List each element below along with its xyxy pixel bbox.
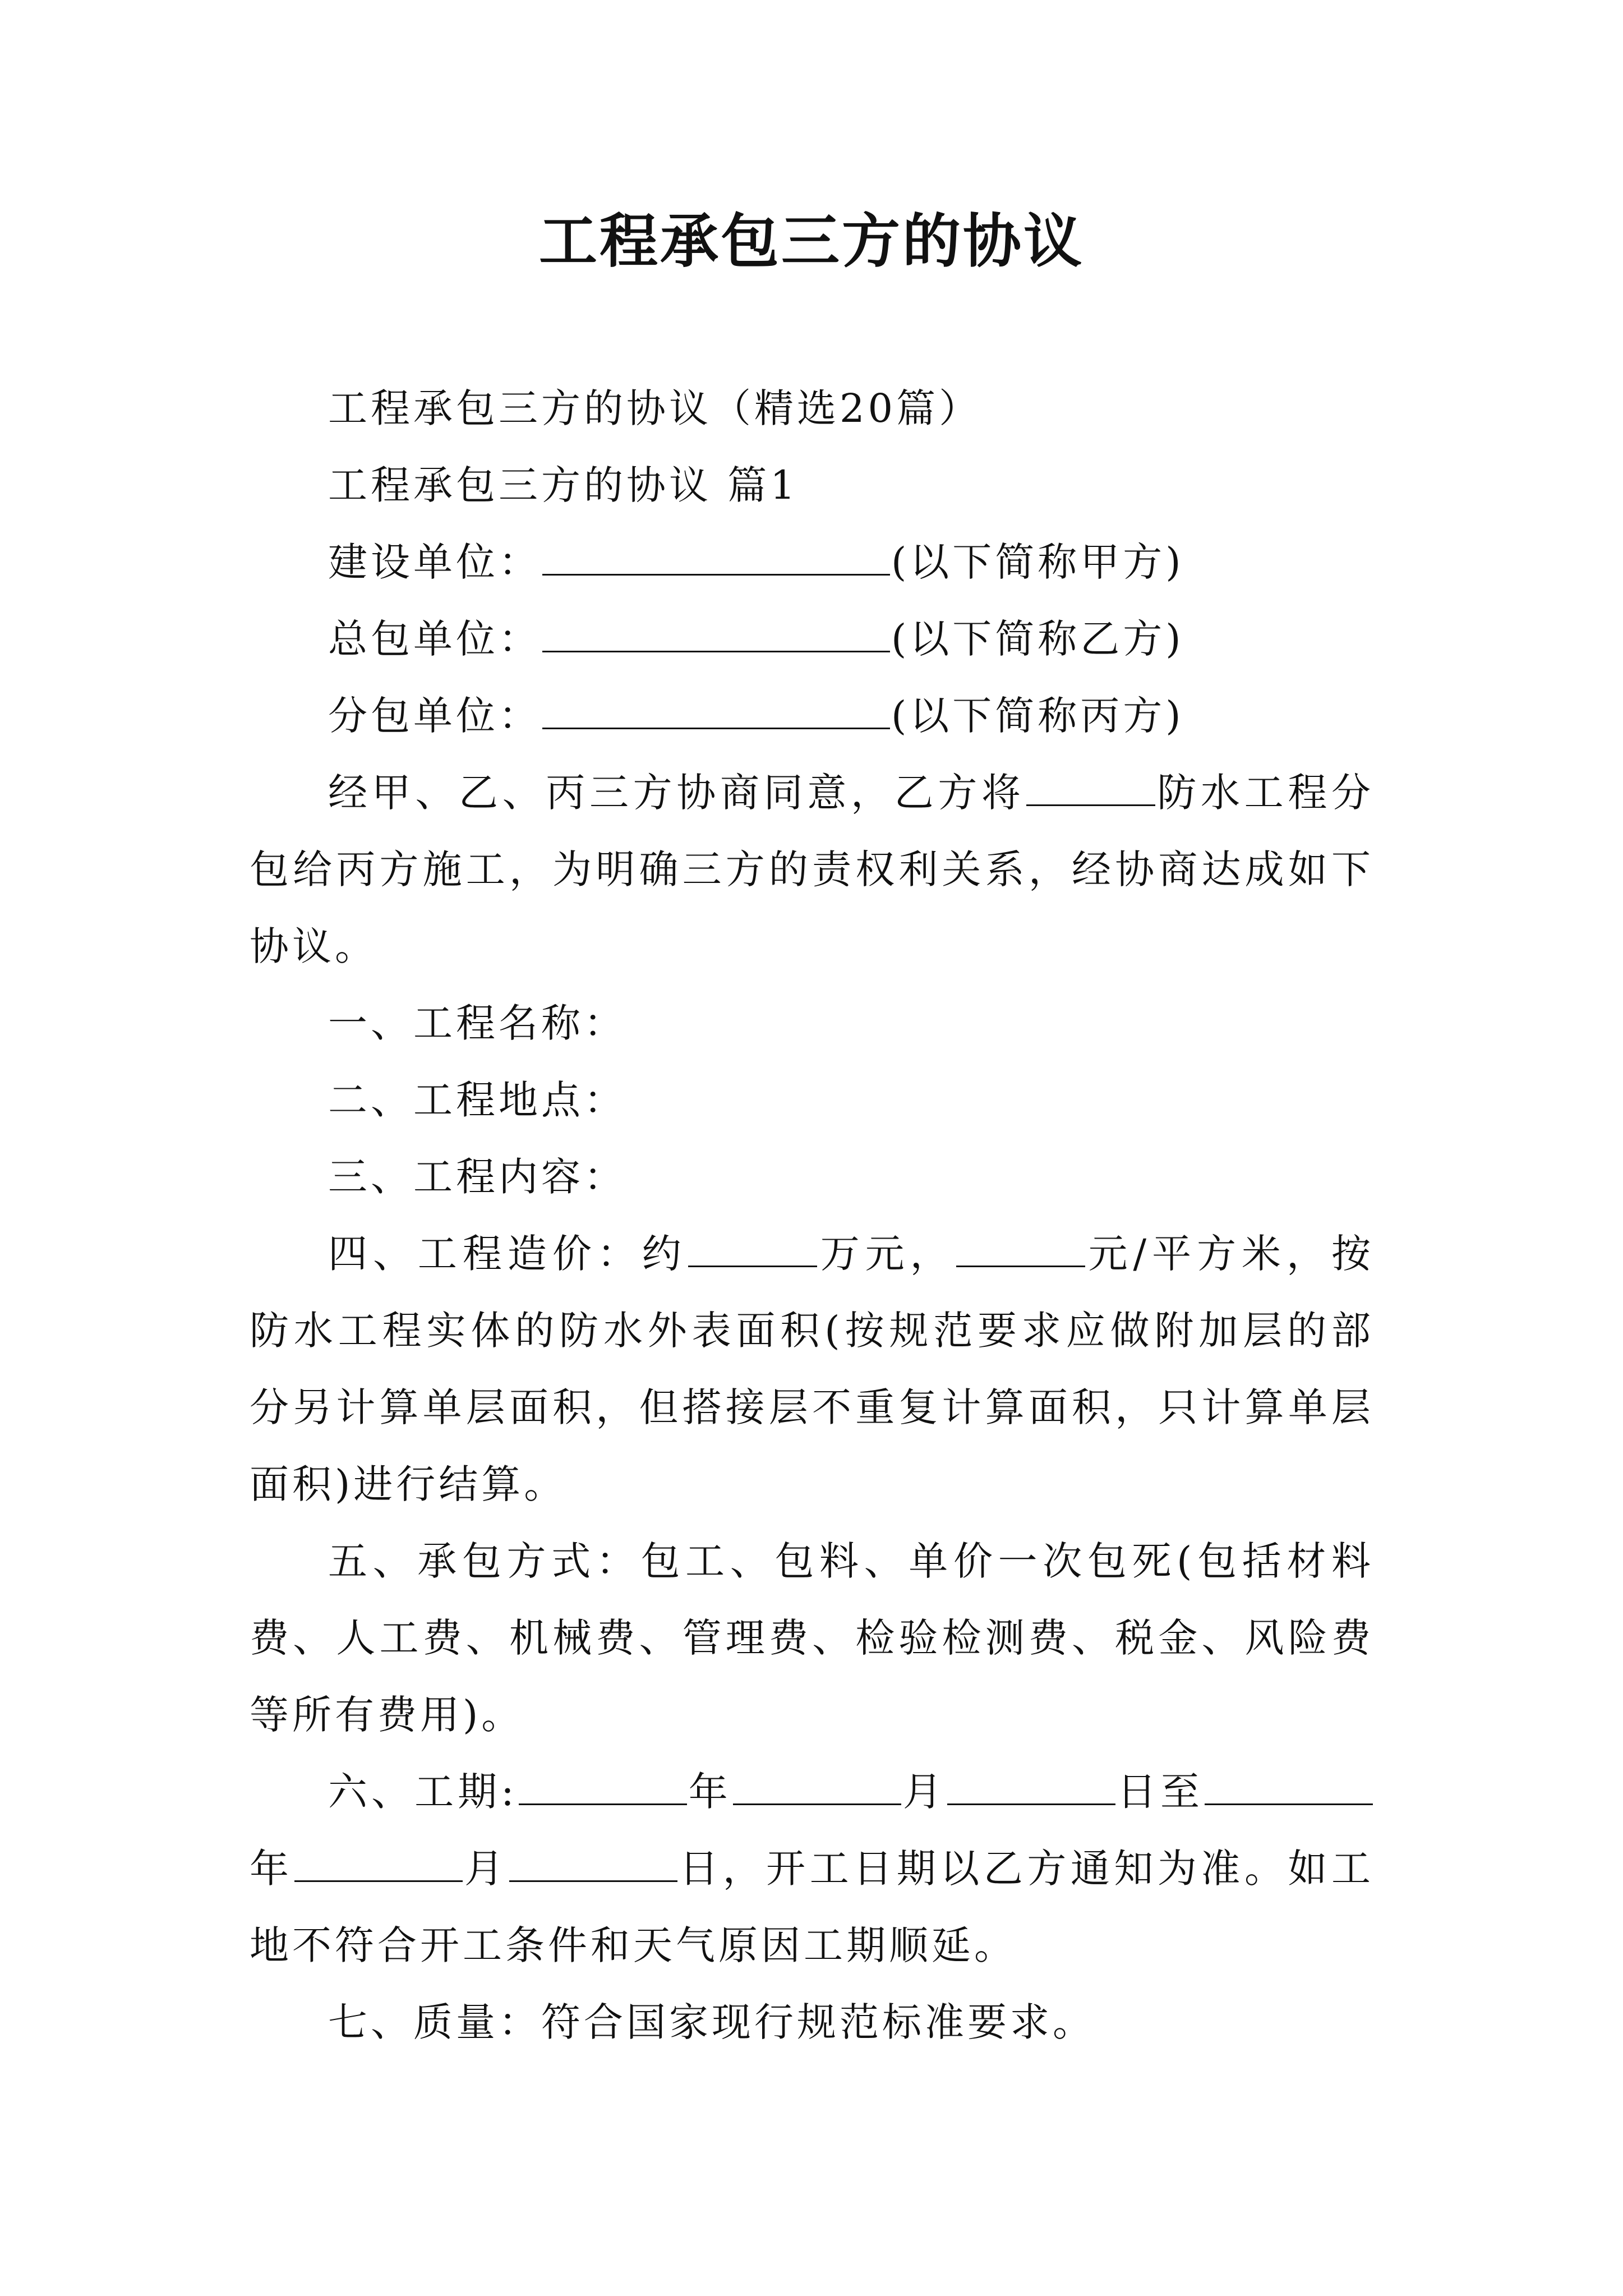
item-contract-method: 五、承包方式：包工、包料、单价一次包死(包括材料费、人工费、机械费、管理费、检验检测费、税金、风险费等所有费用)。 [250,1538,1374,1738]
party-c-line [250,678,1374,754]
party-b-label: 总包单位： [328,616,541,662]
end-year-blank [1205,1764,1373,1805]
schedule-month2-label: 月 [463,1846,508,1892]
schedule-month-label: 月 [902,1769,946,1815]
party-c-suffix: (以下简称丙方) [891,693,1184,739]
document-body [250,370,1374,2061]
party-a-label: 建设单位： [328,539,541,585]
party-a-line [250,524,1374,601]
start-day-blank [947,1764,1115,1805]
party-c-blank [542,688,890,729]
cost-total-blank [688,1226,817,1267]
item-quality: 七、质量：符合国家现行规范标准要求。 [328,1999,1095,2045]
cost-suffix: 元/平方米，按防水工程实体的防水外表面积(按规范要求应做附加层的部分另计算单层面积，但搭接层不重复计算面积，只计算单层面积)进行结算。 [250,1231,1374,1507]
item-schedule [250,1754,1374,1984]
cost-unit-blank [956,1226,1085,1267]
end-day-blank [509,1841,677,1882]
end-month-blank [294,1841,463,1882]
cost-prefix: 四、工程造价：约 [328,1231,687,1277]
document-title: 工程承包三方的协议 [538,206,1084,275]
start-year-blank [519,1764,687,1805]
schedule-year2-label: 年 [250,1846,293,1892]
intro-suffix: 防水工程分包给丙方施工，为明确三方的责权利关系，经协商达成如下协议。 [250,770,1375,969]
schedule-day-to-label: 日至 [1116,1769,1204,1815]
item-project-cost [250,1216,1374,1523]
intro-blank [1026,765,1155,806]
party-b-suffix: (以下简称乙方) [891,616,1184,662]
party-a-suffix: (以下简称甲方) [891,539,1184,585]
party-c-label: 分包单位： [328,693,541,739]
schedule-prefix: 六、工期: [328,1769,518,1815]
party-a-blank [542,535,890,576]
start-month-blank [733,1764,901,1805]
item-project-name: 一、工程名称： [328,1000,626,1046]
section-heading: 工程承包三方的协议 篇1 [328,462,799,508]
party-b-line [250,601,1374,678]
schedule-suffix: 日，开工日期以乙方通知为准。如工地不符合开工条件和天气原因工期顺延。 [250,1846,1375,1968]
item-project-location: 二、工程地点： [328,1077,626,1123]
item-project-content: 三、工程内容： [328,1154,626,1200]
intro-prefix: 经甲、乙、丙三方协商同意，乙方将 [328,770,1025,816]
document-subtitle: 工程承包三方的协议（精选20篇） [328,385,982,431]
schedule-year-label: 年 [688,1769,732,1815]
cost-mid: 万元， [818,1231,955,1277]
party-b-blank [542,611,890,652]
intro-paragraph [250,754,1374,985]
